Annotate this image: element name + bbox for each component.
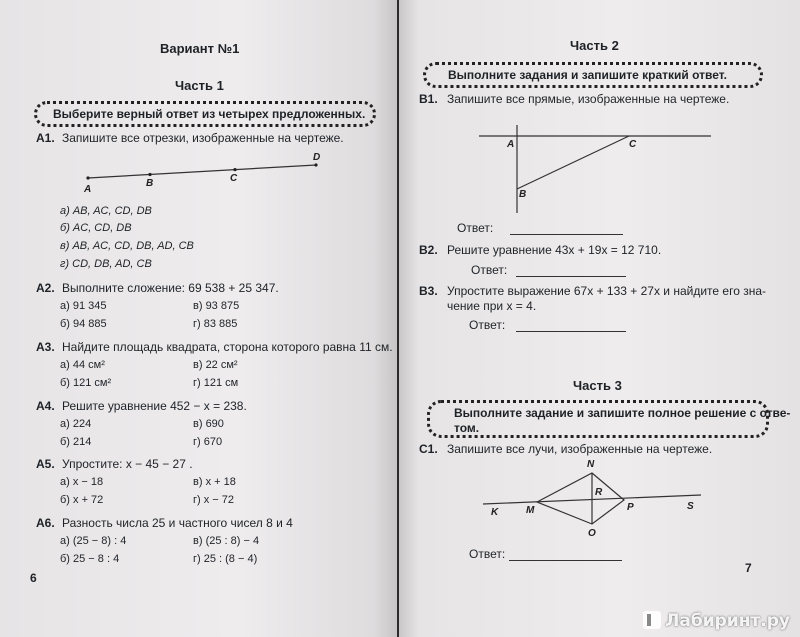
part2-instruction: Выполните задания и запишите краткий ответ.: [448, 68, 727, 82]
a6-option-b[interactable]: б) 25 − 8 : 4: [60, 553, 120, 565]
b2-answer-label: Ответ:: [471, 263, 508, 277]
b1-question: Запишите все прямые, изображенные на чертеже.: [447, 92, 730, 106]
a1-question: Запишите все отрезки, изображенные на чертеже.: [62, 131, 344, 145]
c1-rays-diagram: [479, 455, 719, 545]
point-a: [86, 176, 89, 179]
c1-label-o: O: [588, 528, 596, 539]
c1-label-k: K: [491, 507, 499, 518]
part2-title: Часть 2: [570, 38, 619, 53]
part1-instruction-box: [34, 101, 376, 127]
b2-answer-line[interactable]: [516, 276, 626, 277]
b3-answer-line[interactable]: [516, 331, 626, 332]
c1-label-n: N: [587, 459, 595, 470]
a1-option-b[interactable]: б) AC, CD, DB: [60, 222, 132, 234]
watermark: [643, 611, 790, 631]
point-b: [148, 173, 151, 176]
b3-number: В3.: [419, 284, 438, 298]
part1-instruction: Выберите верный ответ из четырех предложенных.: [53, 107, 366, 121]
label-a: A: [84, 184, 92, 194]
a3-number: А3.: [36, 340, 55, 354]
c1-label-s: S: [687, 501, 694, 512]
label-b: B: [146, 178, 154, 189]
c1-number: С1.: [419, 442, 438, 456]
b2-number: В2.: [419, 243, 438, 257]
a3-option-d[interactable]: г) 121 см: [193, 377, 239, 389]
a1-option-c[interactable]: в) AB, AC, CD, DB, AD, CB: [60, 240, 194, 252]
a3-option-c[interactable]: в) 22 см²: [193, 359, 238, 371]
c1-answer-label: Ответ:: [469, 547, 506, 561]
a3-question: Найдите площадь квадрата, сторона которого равна 11 см.: [62, 340, 393, 354]
a6-number: А6.: [36, 516, 55, 530]
a1-segment-diagram: [80, 152, 330, 194]
a5-option-d[interactable]: г) x − 72: [193, 494, 235, 506]
b1-answer-line[interactable]: [510, 234, 623, 235]
a1-number: А1.: [36, 131, 55, 145]
b1-label-c: C: [629, 139, 637, 150]
b1-lines-diagram: [479, 117, 719, 217]
a2-option-d[interactable]: г) 83 885: [193, 318, 238, 330]
part3-title: Часть 3: [573, 378, 622, 393]
c1-label-m: M: [526, 505, 535, 516]
a3-option-a[interactable]: а) 44 см²: [60, 359, 105, 371]
part3-instruction-box: [427, 400, 791, 438]
a3-option-b[interactable]: б) 121 см²: [60, 377, 112, 389]
b3-question-line1: Упростите выражение 67x + 133 + 27x и найдите его зна-: [447, 284, 766, 298]
a5-option-b[interactable]: б) x + 72: [60, 494, 104, 506]
b1-label-a: A: [507, 139, 515, 150]
a2-number: А2.: [36, 281, 55, 295]
part2-instruction-box: [423, 62, 763, 88]
c1-question: Запишите все лучи, изображенные на чертеже.: [447, 442, 713, 456]
point-d: [314, 163, 317, 166]
left-page: [0, 0, 397, 637]
watermark-text: Лабиринт.ру: [665, 611, 790, 631]
a2-option-c[interactable]: в) 93 875: [193, 300, 240, 312]
a2-option-a[interactable]: а) 91 345: [60, 300, 107, 312]
c1-answer-line[interactable]: [509, 560, 622, 561]
a5-question: Упростите: x − 45 − 27 .: [62, 457, 193, 471]
b3-answer-label: Ответ:: [469, 318, 506, 332]
c1-label-r: R: [595, 487, 603, 498]
right-page-number: 7: [745, 561, 752, 575]
a6-question: Разность числа 25 и частного чисел 8 и 4: [62, 516, 293, 530]
labirint-logo-icon: [643, 611, 661, 629]
part1-title: Часть 1: [175, 78, 224, 93]
a2-question: Выполните сложение: 69 538 + 25 347.: [62, 281, 279, 295]
label-d: D: [313, 152, 321, 163]
a4-option-b[interactable]: б) 214: [60, 436, 92, 448]
a4-option-a[interactable]: а) 224: [60, 418, 92, 430]
b2-question: Решите уравнение 43x + 19x = 12 710.: [447, 243, 662, 257]
a5-option-c[interactable]: в) x + 18: [193, 476, 236, 488]
b1-label-b: B: [519, 189, 527, 200]
b3-question-line2: чение при x = 4.: [447, 299, 537, 313]
left-page-number: 6: [30, 571, 37, 585]
a6-option-a[interactable]: а) (25 − 8) : 4: [60, 535, 127, 547]
point-c: [233, 168, 236, 171]
a4-option-c[interactable]: в) 690: [193, 418, 224, 430]
right-page: [399, 0, 800, 637]
c1-label-p: P: [627, 502, 634, 513]
a2-option-b[interactable]: б) 94 885: [60, 318, 107, 330]
label-c: C: [230, 173, 238, 184]
b1-answer-label: Ответ:: [457, 221, 494, 235]
a6-option-d[interactable]: г) 25 : (8 − 4): [193, 553, 258, 565]
part3-instruction-line1: Выполните задание и запишите полное решение с отве-: [454, 406, 791, 420]
b1-number: В1.: [419, 92, 438, 106]
a4-question: Решите уравнение 452 − x = 238.: [62, 399, 247, 413]
a1-option-d[interactable]: г) CD, DB, AD, CB: [60, 258, 152, 270]
a4-option-d[interactable]: г) 670: [193, 436, 223, 448]
part3-instruction-line2: том.: [454, 421, 480, 435]
a5-number: А5.: [36, 457, 55, 471]
a4-number: А4.: [36, 399, 55, 413]
a5-option-a[interactable]: а) x − 18: [60, 476, 104, 488]
a6-option-c[interactable]: в) (25 : 8) − 4: [193, 535, 260, 547]
variant-title: Вариант №1: [160, 41, 240, 56]
a1-option-a[interactable]: а) AB, AC, CD, DB: [60, 205, 152, 217]
